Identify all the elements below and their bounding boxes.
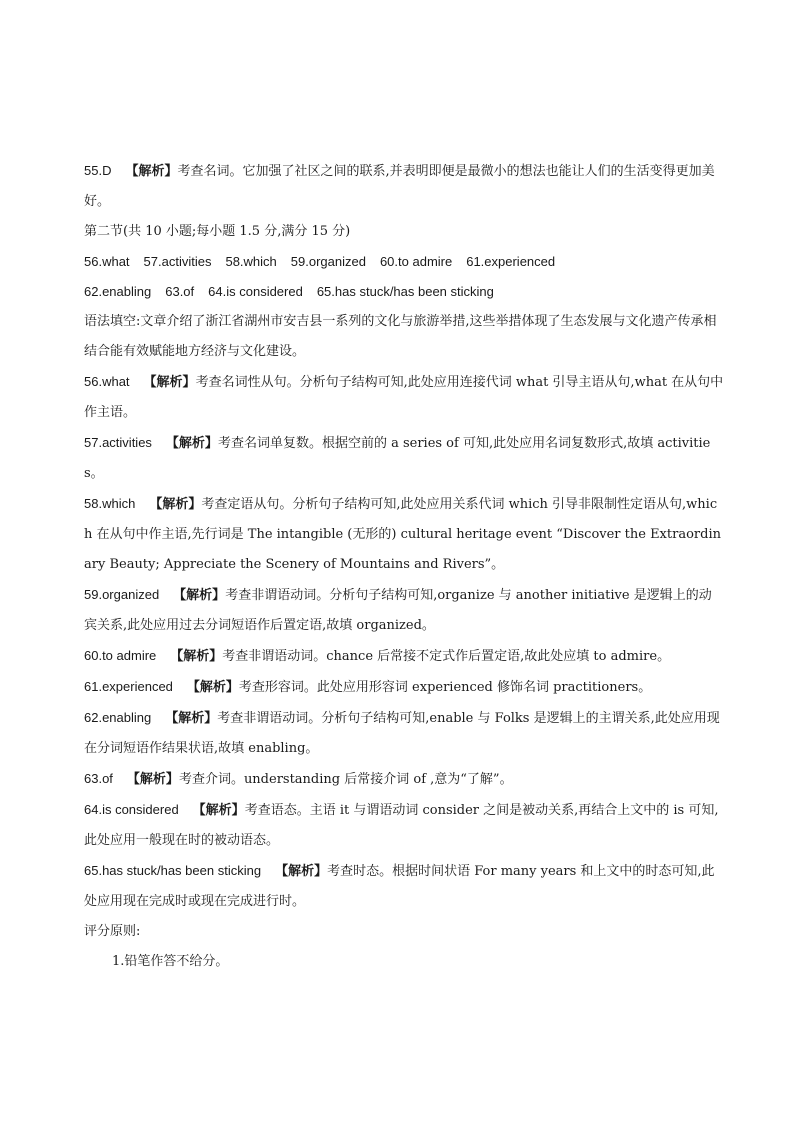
explanation-61-text: 考查形容词。此处应用形容词 experienced 修饰名词 practitioners。 [238, 680, 652, 695]
explanation-65-text: 考查时态。根据时间状语 For many years 和上文中的时态可知,此处应用现在完成时或现在完成进行时。 [84, 864, 715, 909]
explanation-56-answer: 56.what [84, 374, 130, 389]
scoring-rule-1: 1.铅笔作答不给分。 [112, 954, 229, 969]
explanation-58-text: 考查定语从句。分析句子结构可知,此处应用关系代词 which 引导非限制性定语从句,which 在从句中作主语,先行词是 The intangible (无形的) cultural heritage event “Discover the Extraordinary Beauty; Appreciate the Scenery of Mountains and Rivers”。 [84, 497, 721, 572]
explanation-57 [84, 428, 724, 489]
grammar-intro: 语法填空:文章介绍了浙江省湖州市安吉县一系列的文化与旅游举措,这些举措体现了生态发展与文化遗产传承相结合能有效赋能地方经济与文化建设。 [84, 314, 717, 359]
explanation-60-answer: 60.to admire [84, 648, 157, 663]
explanation-60-tag: 【解析】 [170, 649, 223, 664]
explanation-63-answer: 63.of [84, 771, 113, 786]
scoring-header: 评分原则: [84, 924, 141, 939]
explanation-63-text: 考查介词。understanding 后常接介词 of ,意为“了解”。 [178, 772, 513, 787]
answer-58: 58.which [225, 254, 277, 269]
explanation-61 [84, 672, 724, 703]
explanation-56-text: 考查名词性从句。分析句子结构可知,此处应用连接代词 what 引导主语从句,what 在从句中作主语。 [84, 375, 724, 420]
answer-line-2 [84, 277, 724, 307]
explanation-62 [84, 703, 724, 764]
answer-59: 59.organized [290, 254, 366, 269]
explanation-58-answer: 58.which [84, 496, 136, 511]
answer-65: 65.has stuck/has been sticking [316, 284, 494, 299]
explanation-62-answer: 62.enabling [84, 710, 152, 725]
section-header: 第二节(共 10 小题;每小题 1.5 分,满分 15 分) [84, 224, 351, 239]
explanation-59 [84, 580, 724, 641]
explanation-56 [84, 367, 724, 428]
explanation-65-tag: 【解析】 [275, 864, 328, 879]
answer-60: 60.to admire [379, 254, 453, 269]
explanation-64-tag: 【解析】 [192, 803, 245, 818]
explanation-60-text: 考查非谓语动词。chance 后常接不定式作后置定语,故此处应填 to admire。 [222, 649, 671, 664]
explanation-65 [84, 856, 724, 917]
explanation-57-answer: 57.activities [84, 435, 152, 450]
explanation-62-tag: 【解析】 [165, 711, 218, 726]
answer-64: 64.is considered [208, 284, 303, 299]
explanation-58-tag: 【解析】 [149, 497, 202, 512]
answer-key-document [84, 156, 724, 977]
item-55-answer: 55.D [84, 163, 112, 178]
explanation-64 [84, 795, 724, 856]
explanation-62-text: 考查非谓语动词。分析句子结构可知,enable 与 Folks 是逻辑上的主谓关系,此处应用现在分词短语作结果状语,故填 enabling。 [84, 711, 720, 756]
explanation-57-tag: 【解析】 [165, 436, 218, 451]
explanation-60 [84, 641, 724, 672]
explanation-63 [84, 764, 724, 795]
answer-line-1 [84, 247, 724, 277]
explanation-64-text: 考查语态。主语 it 与谓语动词 consider 之间是被动关系,再结合上文中的 is 可知,此处应用一般现在时的被动语态。 [84, 803, 719, 848]
answer-56: 56.what [84, 254, 130, 269]
item-55-text: 考查名词。它加强了社区之间的联系,并表明即便是最微小的想法也能让人们的生活变得更加美好。 [84, 164, 715, 209]
item-55 [84, 156, 724, 217]
answer-61: 61.experienced [466, 254, 556, 269]
answer-62: 62.enabling [84, 284, 152, 299]
explanation-58 [84, 489, 724, 580]
explanation-59-tag: 【解析】 [173, 588, 226, 603]
explanation-57-text: 考查名词单复数。根据空前的 a series of 可知,此处应用名词复数形式,故填 activities。 [84, 436, 711, 481]
explanation-56-tag: 【解析】 [143, 375, 196, 390]
explanation-61-tag: 【解析】 [186, 680, 239, 695]
explanation-61-answer: 61.experienced [84, 679, 173, 694]
explanation-65-answer: 65.has stuck/has been sticking [84, 863, 262, 878]
explanation-64-answer: 64.is considered [84, 802, 179, 817]
answer-63: 63.of [165, 284, 195, 299]
explanation-59-text: 考查非谓语动词。分析句子结构可知,organize 与 another initiative 是逻辑上的动宾关系,此处应用过去分词短语作后置定语,故填 organized。 [84, 588, 712, 633]
item-55-tag: 【解析】 [125, 164, 178, 179]
answer-57: 57.activities [143, 254, 212, 269]
explanation-63-tag: 【解析】 [126, 772, 179, 787]
explanation-59-answer: 59.organized [84, 587, 160, 602]
